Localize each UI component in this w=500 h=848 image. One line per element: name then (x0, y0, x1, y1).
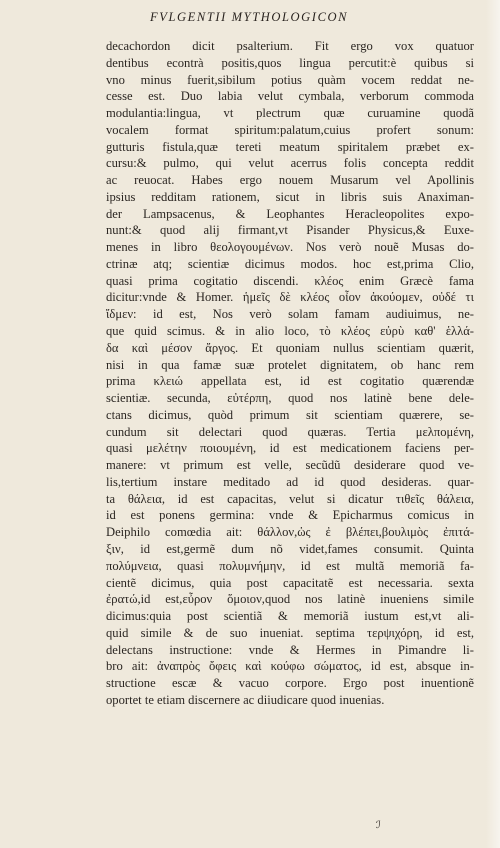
text-line: πολύμνεια, quasi πολυμνήμην, id est multã memoriã fa- (106, 558, 474, 573)
text-line: quasi μελέτην ποιουμένη, id est medicationem faciens per- (106, 441, 474, 456)
text-line: dentibus econtrà positis,quos lingua percutit:è quibus si (106, 55, 474, 70)
text-line: δα καὶ μέσον ἄργος. Et quoniam nullus scientiam quærit, (106, 340, 474, 355)
text-line: decachordon dicit psalterium. Fit ergo vox quatuor (106, 39, 474, 53)
text-line: delectans instructione: vnde & Hermes in Pimandre li- (106, 642, 474, 657)
running-head: FVLGENTII MYTHOLOGICON (150, 10, 349, 24)
text-line: vocalem format spiritum:palatum,cuius profert sonum: (106, 122, 474, 137)
text-line: vno minus fuerit,sibilum potius quàm vocem reddat ne- (106, 72, 474, 87)
text-line: ac reuocat. Habes ergo nouem Musarum vel Apollinis (106, 173, 474, 188)
text-line: cesse est. Duo labia velut cymbala, verborum commoda (106, 89, 474, 104)
text-line: der Lampsacenus, & Leophantes Heracleopolites expo- (106, 206, 474, 221)
text-line: nisi in qua famæ suæ protelet dignitatem, ob hanc rem (106, 357, 474, 372)
text-line: structione escæ & vacuo corpore. Ergo post inuentionẽ (106, 676, 474, 691)
text-line: nunt:& quod alij firmant,vt Pisander Physicus,& Euxe- (106, 223, 474, 238)
text-line: quid simile & de suo inueniat. septima τερψιχόρη, id est, (106, 625, 474, 640)
text-line: menes in libro θεολογουμένων. Nos verò nouẽ Musas do- (106, 240, 474, 255)
text-line: scientiæ. secunda, εὐτέρπη, quod nos latinè bene dele- (106, 391, 474, 406)
body-text (106, 38, 474, 709)
text-line: cursu:& pulmo, qui velut acerrus folis concepta reddit (106, 156, 474, 171)
text-line: dicitur:vnde & Homer. ἡμεῖς δὲ κλέος οἶον ἀκούομεν, οὐδέ τι (106, 290, 474, 305)
text-line: ἐρατώ,id est,εὖρον ὅμοιον,quod nos latinè inueniens simile (106, 592, 474, 607)
text-line: cientẽ dicimus, quia post capacitatẽ est necessaria. sexta (106, 575, 474, 590)
text-line: prima κλειώ appellata est, id est cogitatio quærendæ (106, 374, 474, 389)
text-line: que quid scimus. & in alio loco, τὸ κλέος εὐρὺ καθ' ἑλλά- (106, 324, 474, 339)
text-line: ctrinæ atq; scientiæ dicimus modos. hoc est,prima Clio, (106, 256, 474, 271)
text-line: manere: vt primum est velle, secũdũ desiderare quod ve- (106, 458, 474, 473)
text-line: oportet te etiam discernere ac diiudicare quod inuenias. (106, 692, 385, 707)
text-line: bro ait: ἀναπρὸς ὄφεις καὶ κούφω σώματος, id est, absque in- (106, 659, 474, 674)
text-line: ipsius redditam rationem, sicut in libris suis Anaximan- (106, 189, 474, 204)
signature-mark: ℐ (376, 820, 381, 831)
text-line: ta θάλεια, id est capacitas, velut si dicatur τιθεῖς θάλεια, (106, 491, 474, 506)
text-line: ἴδμεν: id est, Nos verò solam famam audiuimus, ne- (106, 307, 474, 322)
text-line: ctans dicimus, quòd primum sit scientiam quærere, se- (106, 407, 474, 422)
text-line: lis,tertium instare meditado ad id quod desideras. quar- (106, 474, 474, 489)
text-line: gutturis fistula,quæ tereti meatum spiritalem præbet ex- (106, 139, 474, 154)
text-line: dicimus:quia post scientiã & memoriã iustum est,vt ali- (106, 609, 474, 624)
text-line: quasi prima cogitatio discendi. κλέος enim Græcè fama (106, 273, 474, 288)
text-line: id est ponens germina: vnde & Epicharmus comicus in (106, 508, 474, 523)
text-line: modulantia:lingua, vt plectrum quæ curuamine quodã (106, 106, 474, 121)
text-line: cundum sit delectari quod quæras. Tertia μελπομένη, (106, 424, 474, 439)
text-line: Deiphilo comœdia ait: θάλλον,ὡς ἐ βλέπει,βουλιμὸς ἐπιτά- (106, 525, 474, 540)
text-line: ξιν, id est,germẽ dum nõ videt,fames consumit. Quinta (106, 541, 474, 556)
